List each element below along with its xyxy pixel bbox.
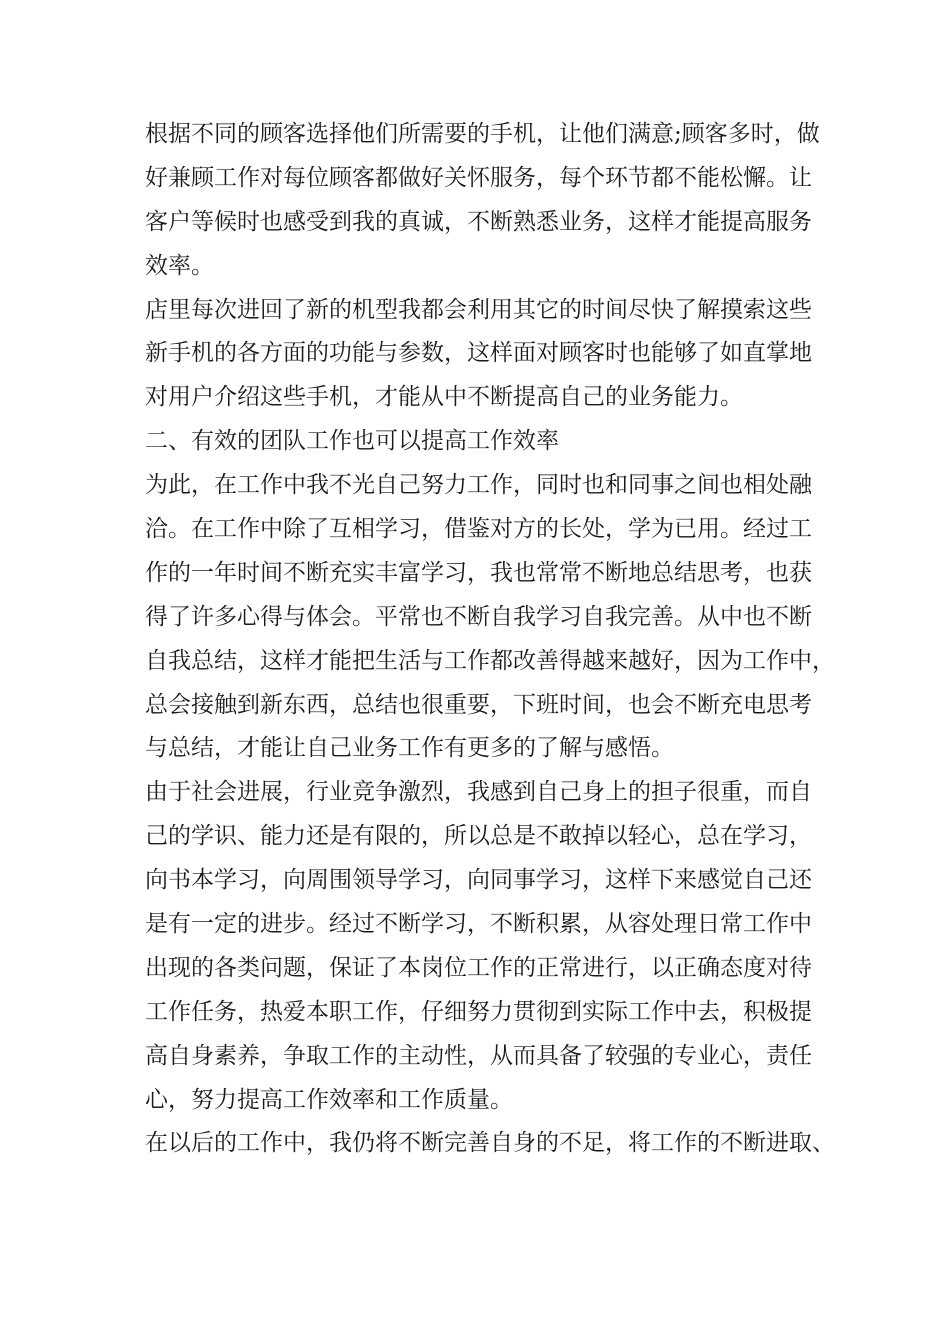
text-line: 洽。在工作中除了互相学习，借鉴对方的长处，学为已用。经过工: [145, 516, 812, 543]
text-line: 为此，在工作中我不光自己努力工作，同时也和同事之间也相处融: [145, 472, 812, 499]
text-line: 客户等候时也感受到我的真诚，不断熟悉业务，这样才能提高服务: [145, 208, 812, 235]
text-line: 总会接触到新东西，总结也很重要，下班时间，也会不断充电思考: [145, 691, 812, 718]
text-line: 作的一年时间不断充实丰富学习，我也常常不断地总结思考，也获: [145, 559, 812, 586]
text-line: 根据不同的顾客选择他们所需要的手机，让他们满意;顾客多时，做: [145, 121, 820, 147]
text-line: 高自身素养，争取工作的主动性，从而具备了较强的专业心，责任: [145, 1042, 812, 1069]
text-line: 向书本学习，向周围领导学习，向同事学习，这样下来感觉自己还: [145, 867, 812, 894]
text-line: 在以后的工作中，我仍将不断完善自身的不足，将工作的不断进取、: [145, 1130, 835, 1157]
text-line: 工作任务，热爱本职工作，仔细努力贯彻到实际工作中去，积极提: [145, 998, 812, 1025]
document-body: [145, 113, 835, 1166]
text-line: 由于社会进展，行业竞争激烈，我感到自己身上的担子很重，而自: [145, 779, 812, 806]
text-line: 自我总结，这样才能把生活与工作都改善得越来越好，因为工作中，: [145, 647, 835, 674]
section-heading: 二、有效的团队工作也可以提高工作效率: [145, 428, 559, 455]
text-line: 对用户介绍这些手机，才能从中不断提高自己的业务能力。: [145, 384, 743, 411]
text-line: 出现的各类问题，保证了本岗位工作的正常进行，以正确态度对待: [145, 954, 812, 981]
text-line: 与总结，才能让自己业务工作有更多的了解与感悟。: [145, 735, 674, 762]
text-line: 新手机的各方面的功能与参数，这样面对顾客时也能够了如直掌地: [145, 340, 812, 367]
text-line: 得了许多心得与体会。平常也不断自我学习自我完善。从中也不断: [145, 603, 812, 630]
text-line: 效率。: [145, 252, 214, 279]
text-line: 己的学识、能力还是有限的，所以总是不敢掉以轻心，总在学习，: [145, 823, 812, 850]
text-line: 店里每次进回了新的机型我都会利用其它的时间尽快了解摸索这些: [145, 296, 812, 323]
text-line: 心，努力提高工作效率和工作质量。: [145, 1086, 513, 1113]
text-line: 是有一定的进步。经过不断学习，不断积累，从容处理日常工作中: [145, 911, 812, 938]
text-line: 好兼顾工作对每位顾客都做好关怀服务，每个环节都不能松懈。让: [145, 164, 812, 191]
